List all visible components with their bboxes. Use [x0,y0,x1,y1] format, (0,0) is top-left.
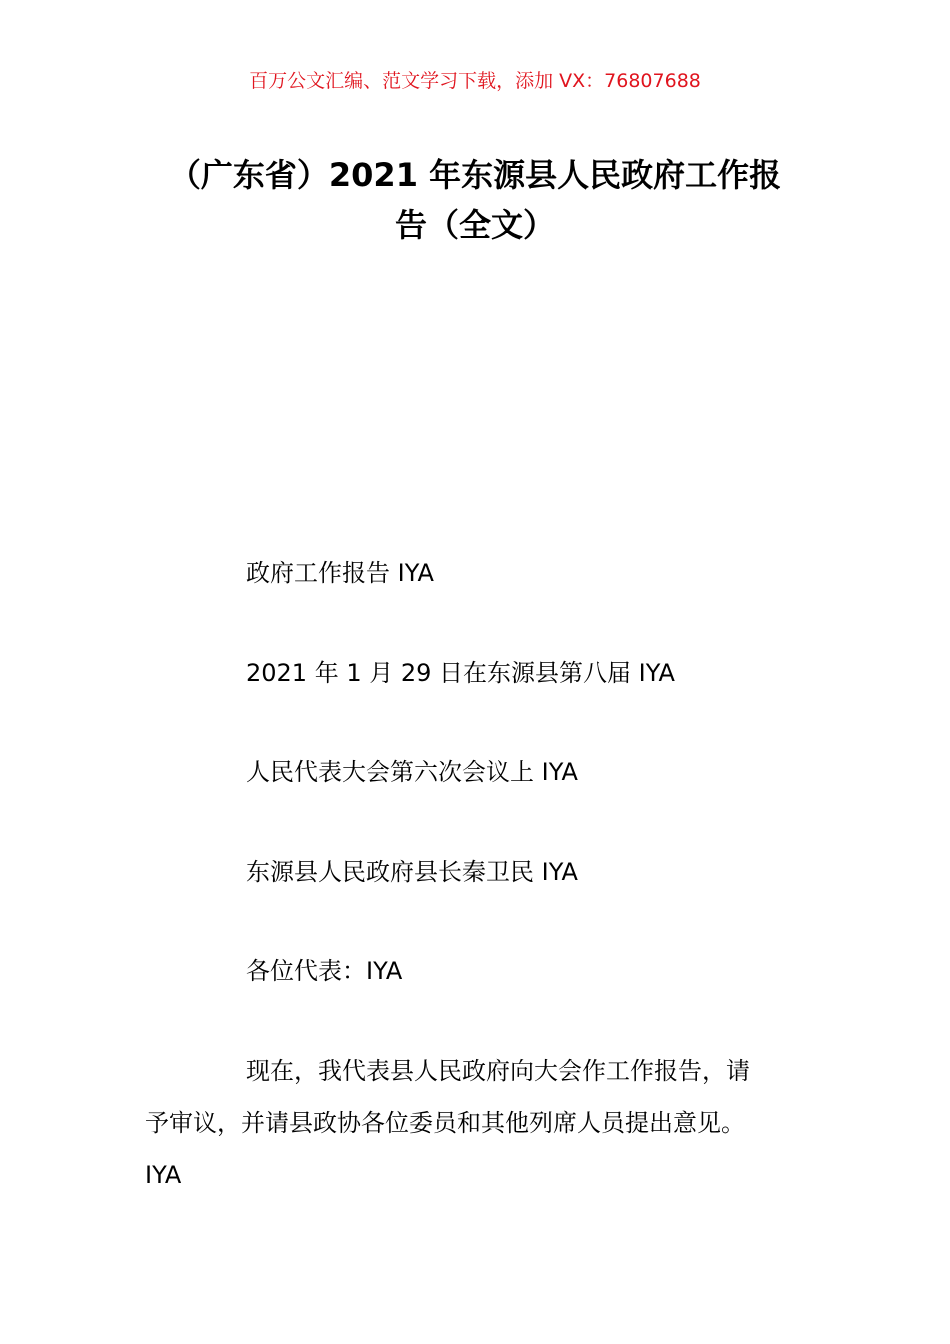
paragraph-line-1: 现在，我代表县人民政府向大会作工作报告，请 [246,1057,750,1085]
title-line-1: （广东省）2021 年东源县人民政府工作报 [168,156,782,194]
salutation-line: 各位代表：IYA [246,957,403,985]
paragraph-line-3: IYA [145,1161,182,1189]
report-meeting-line: 人民代表大会第六次会议上 IYA [246,758,578,786]
header-promo-note: 百万公文汇编、范文学习下载，添加 VX：76807688 [249,70,701,92]
document-title [130,150,820,250]
opening-paragraph [145,1045,825,1201]
report-speaker-line: 东源县人民政府县长秦卫民 IYA [246,858,578,886]
report-heading-line: 政府工作报告 IYA [246,559,434,587]
title-line-2: 告（全文） [394,206,555,244]
report-date-line: 2021 年 1 月 29 日在东源县第八届 IYA [246,659,675,687]
paragraph-line-2: 予审议，并请县政协各位委员和其他列席人员提出意见。 [145,1109,745,1137]
